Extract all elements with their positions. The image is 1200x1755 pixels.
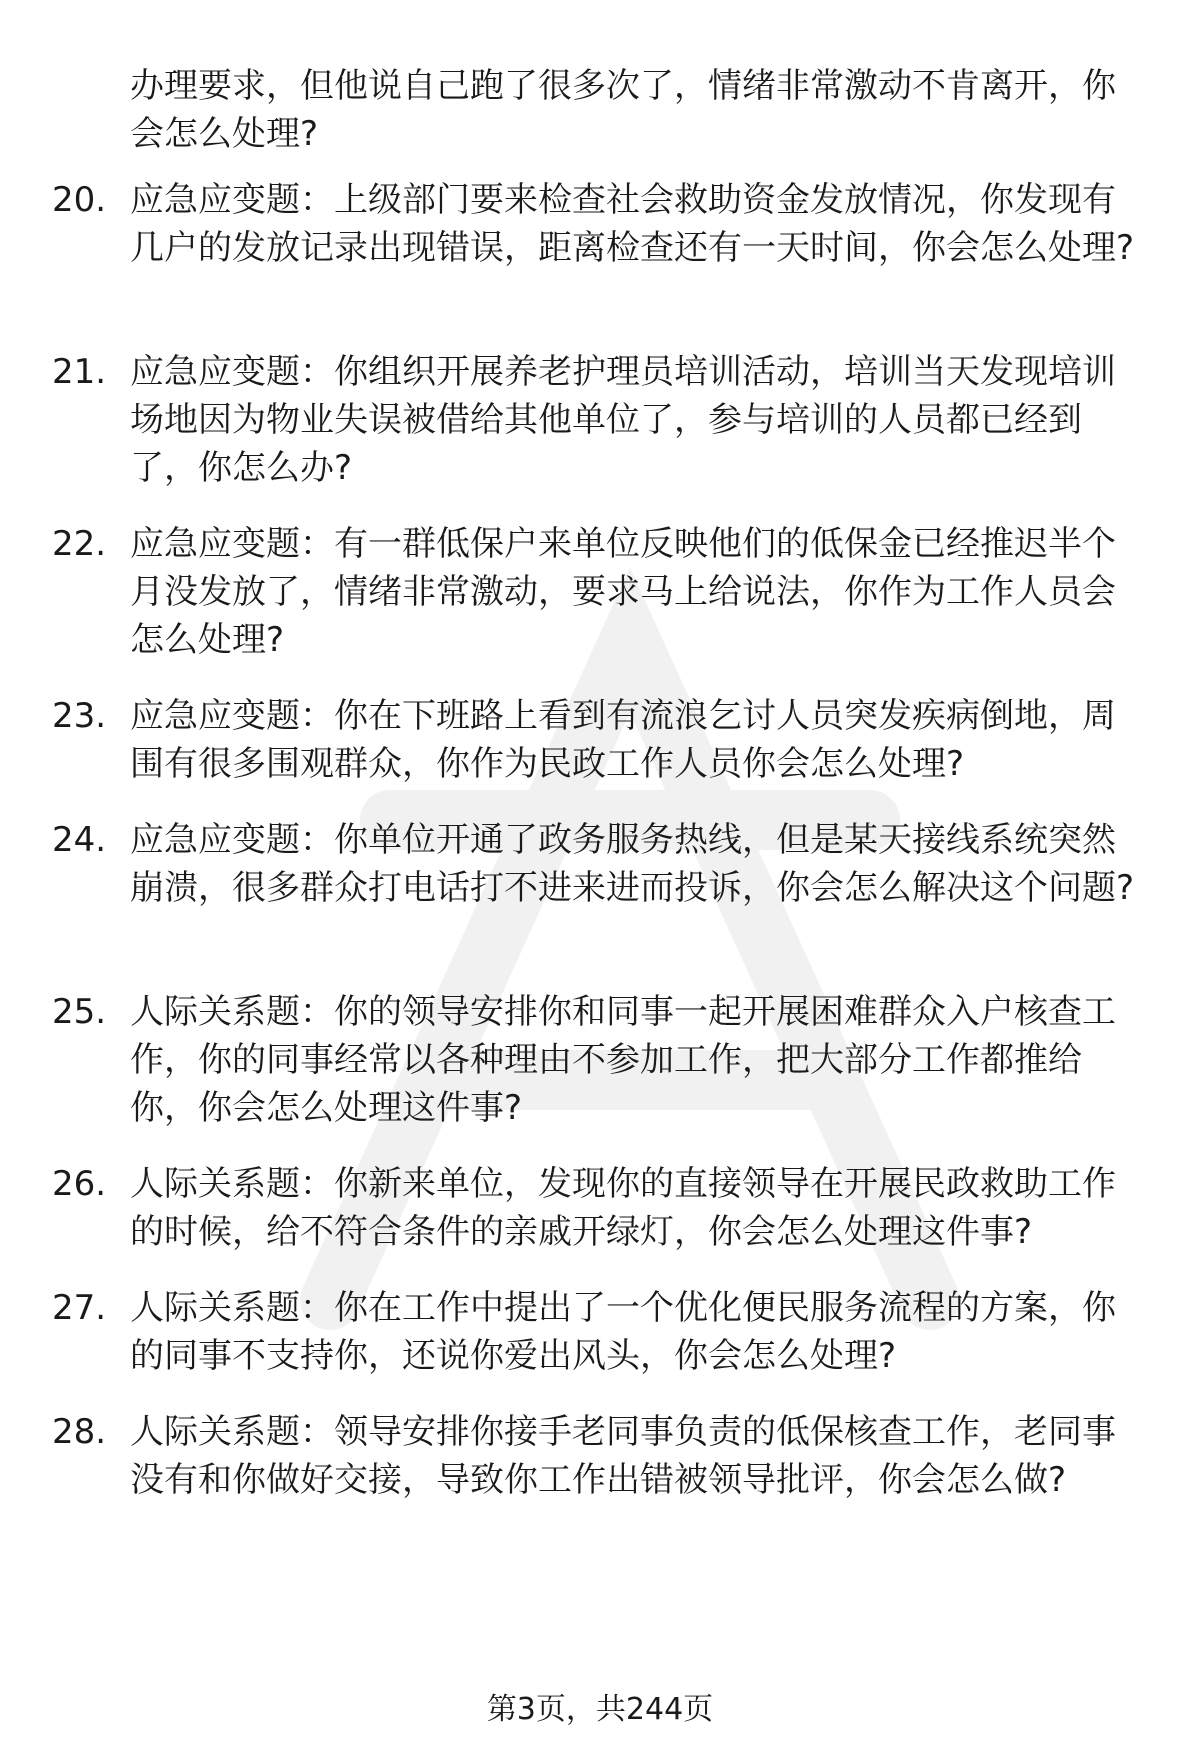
question-text: 人际关系题：你在工作中提出了一个优化便民服务流程的方案，你的同事不支持你，还说你爱出风头，你会怎么处理? bbox=[130, 1288, 1116, 1376]
question-number: 23. bbox=[52, 696, 107, 736]
question-text: 应急应变题：上级部门要来检查社会救助资金发放情况，你发现有几户的发放记录出现错误，距离检查还有一天时间，你会怎么处理? bbox=[130, 180, 1135, 268]
question-number: 20. bbox=[52, 180, 107, 220]
question-item-24 bbox=[52, 816, 1142, 912]
question-text: 人际关系题：你新来单位，发现你的直接领导在开展民政救助工作的时候，给不符合条件的亲戚开绿灯，你会怎么处理这件事? bbox=[130, 1164, 1116, 1252]
question-number: 22. bbox=[52, 524, 107, 564]
question-item-26 bbox=[52, 1160, 1142, 1256]
question-item-27 bbox=[52, 1284, 1142, 1380]
question-item-25 bbox=[52, 988, 1142, 1132]
question-number: 24. bbox=[52, 820, 107, 860]
question-item-21 bbox=[52, 348, 1142, 492]
question-number: 27. bbox=[52, 1288, 107, 1328]
question-text: 应急应变题：你在下班路上看到有流浪乞讨人员突发疾病倒地，周围有很多围观群众，你作为民政工作人员你会怎么处理? bbox=[130, 696, 1116, 784]
question-19-continuation: 办理要求，但他说自己跑了很多次了，情绪非常激动不肯离开，你会怎么处理? bbox=[130, 66, 1116, 154]
question-item-20 bbox=[52, 176, 1142, 272]
page-footer: 第3页，共244页 bbox=[486, 1692, 714, 1727]
question-text: 应急应变题：你单位开通了政务服务热线，但是某天接线系统突然崩溃，很多群众打电话打不进来进而投诉，你会怎么解决这个问题? bbox=[130, 820, 1135, 908]
question-text: 应急应变题：有一群低保户来单位反映他们的低保金已经推迟半个月没发放了，情绪非常激动，要求马上给说法，你作为工作人员会怎么处理? bbox=[130, 524, 1116, 660]
question-text: 人际关系题：领导安排你接手老同事负责的低保核查工作，老同事没有和你做好交接，导致你工作出错被领导批评，你会怎么做? bbox=[130, 1412, 1116, 1500]
question-item-28 bbox=[52, 1408, 1142, 1504]
question-number: 25. bbox=[52, 992, 107, 1032]
question-number: 26. bbox=[52, 1164, 107, 1204]
question-number: 28. bbox=[52, 1412, 107, 1452]
question-number: 21. bbox=[52, 352, 107, 392]
question-item-22 bbox=[52, 520, 1142, 664]
question-item-23 bbox=[52, 692, 1142, 788]
question-text: 应急应变题：你组织开展养老护理员培训活动，培训当天发现培训场地因为物业失误被借给其他单位了，参与培训的人员都已经到了，你怎么办? bbox=[130, 352, 1116, 488]
question-text: 人际关系题：你的领导安排你和同事一起开展困难群众入户核查工作，你的同事经常以各种理由不参加工作，把大部分工作都推给你，你会怎么处理这件事? bbox=[130, 992, 1116, 1128]
